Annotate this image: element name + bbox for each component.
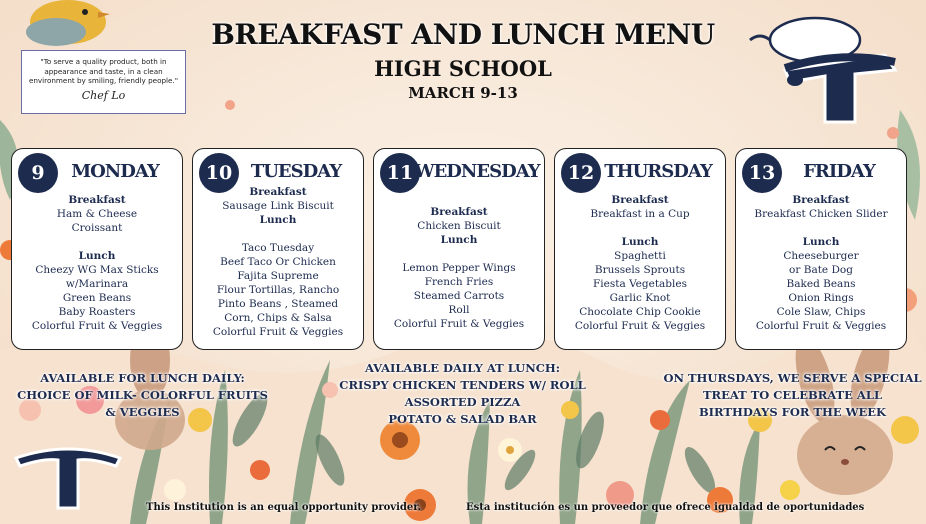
daily-lunch-note (10, 370, 275, 421)
lunch-heading: Lunch (78, 250, 116, 262)
school-level: HIGH SCHOOL (374, 56, 552, 81)
menu-item: Croissant (71, 222, 123, 234)
menu-items (738, 193, 904, 333)
menu-item: Green Beans (62, 292, 132, 304)
menu-item: Brussels Sprouts (594, 264, 686, 276)
school-logo-icon (12, 440, 124, 510)
note-line: BIRTHDAYS FOR THE WEEK (698, 405, 887, 419)
menu-item: Cheezy WG Max Sticks (35, 264, 159, 276)
chef-signature: Chef Lo (81, 89, 126, 103)
day-card-friday (735, 148, 907, 350)
menu-item: Colorful Fruit & Veggies (393, 318, 525, 330)
day-number: 13 (742, 153, 782, 193)
menu-item: Garlic Knot (609, 292, 671, 304)
day-number: 10 (199, 153, 239, 193)
note-line: AVAILABLE DAILY AT LUNCH: (365, 361, 560, 375)
day-number: 9 (18, 153, 58, 193)
school-logo-icon (745, 10, 905, 125)
menu-item: Beef Taco Or Chicken (220, 256, 336, 268)
note-line: CHOICE OF MILK- COLORFUL FRUITS (17, 388, 268, 402)
breakfast-heading: Breakfast (430, 206, 488, 218)
breakfast-heading: Breakfast (68, 194, 126, 206)
menu-item: Cole Slaw, Chips (776, 306, 866, 318)
menu-item: Cheeseburger (783, 250, 859, 262)
day-card-monday (11, 148, 183, 350)
menu-item: Breakfast Chicken Slider (754, 208, 888, 220)
lunch-heading: Lunch (259, 214, 297, 226)
menu-item: Colorful Fruit & Veggies (574, 320, 706, 332)
day-number: 12 (561, 153, 601, 193)
daily-options-note (330, 360, 595, 428)
note-line: POTATO & SALAD BAR (388, 412, 537, 426)
breakfast-heading: Breakfast (792, 194, 850, 206)
menu-item: Baby Roasters (58, 306, 136, 318)
menu-items (14, 193, 180, 333)
menu-item: Colorful Fruit & Veggies (755, 320, 887, 332)
menu-item: Steamed Carrots (413, 290, 505, 302)
day-name: THURSDAY (604, 161, 712, 182)
note-line: CRISPY CHICKEN TENDERS W/ ROLL (339, 378, 586, 392)
menu-item: Ham & Cheese (56, 208, 138, 220)
menu-item: w/Marinara (65, 278, 129, 290)
date-range: MARCH 9-13 (408, 84, 518, 102)
menu-item: Lemon Pepper Wings (402, 262, 516, 274)
note-line: ASSORTED PIZZA (404, 395, 521, 409)
note-line: ON THURSDAYS, WE SERVE A SPECIAL (663, 371, 922, 385)
menu-item: Taco Tuesday (241, 242, 315, 254)
menu-item: Fajita Supreme (237, 270, 319, 282)
day-card-wednesday (373, 148, 545, 350)
day-card-thursday (554, 148, 726, 350)
note-line: TREAT TO CELEBRATE ALL (702, 388, 883, 402)
lunch-heading: Lunch (621, 236, 659, 248)
menu-items (557, 193, 723, 333)
menu-item: Spaghetti (614, 250, 666, 262)
menu-item: Chocolate Chip Cookie (579, 306, 701, 318)
menu-item: Roll (448, 304, 470, 316)
menu-item: Pinto Beans , Steamed (217, 298, 339, 310)
day-card-tuesday (192, 148, 364, 350)
mission-quote-text: "To serve a quality product, both in appearance and taste, in a clean environment by smiling, friendly people." (28, 57, 179, 86)
day-name: TUESDAY (250, 161, 342, 182)
menu-item: Onion Rings (788, 292, 854, 304)
menu-item: Corn, Chips & Salsa (224, 312, 332, 324)
menu-item: Fiesta Vegetables (593, 278, 687, 290)
note-line: AVAILABLE FOR LUNCH DAILY: (40, 371, 245, 385)
menu-items (195, 185, 361, 339)
menu-item: Colorful Fruit & Veggies (31, 320, 163, 332)
menu-item: Colorful Fruit & Veggies (212, 326, 344, 338)
menu-item: Breakfast in a Cup (590, 208, 690, 220)
menu-item: Baked Beans (786, 278, 856, 290)
day-number: 11 (380, 153, 420, 193)
day-name: MONDAY (71, 161, 159, 182)
day-name: FRIDAY (803, 161, 875, 182)
day-name: WEDNESDAY (414, 161, 540, 182)
menu-item: Sausage Link Biscuit (222, 200, 334, 212)
menu-item: Flour Tortillas, Rancho (216, 284, 340, 296)
breakfast-heading: Breakfast (249, 186, 307, 198)
menu-item: or Bate Dog (789, 264, 853, 276)
lunch-heading: Lunch (440, 234, 478, 246)
breakfast-heading: Breakfast (611, 194, 669, 206)
menu-item: Chicken Biscuit (417, 220, 501, 232)
equal-opportunity-spanish: Esta institución es un proveedor que ofrece igualdad de oportunidades (466, 502, 865, 513)
menu-item: French Fries (424, 276, 494, 288)
menu-title: BREAKFAST AND LUNCH MENU (211, 18, 715, 51)
equal-opportunity-english: This Institution is an equal opportunity provider. (146, 502, 422, 513)
note-line: & VEGGIES (105, 405, 180, 419)
lunch-heading: Lunch (802, 236, 840, 248)
menu-items (376, 205, 542, 331)
birthday-treat-note (660, 370, 925, 421)
mission-quote-box (21, 50, 186, 114)
